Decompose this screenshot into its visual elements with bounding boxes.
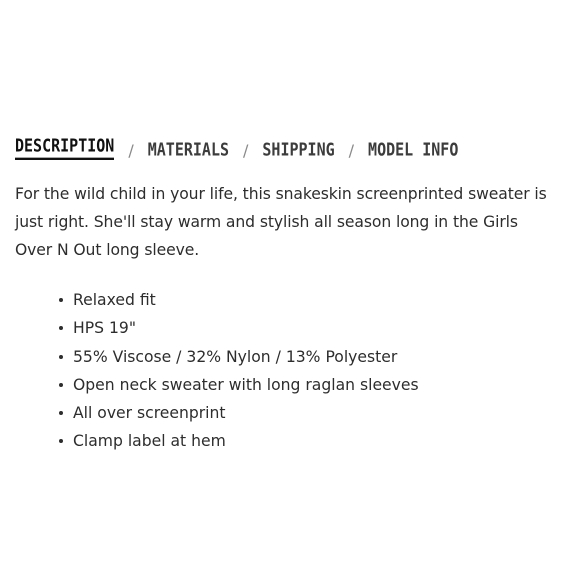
list-item	[59, 371, 566, 399]
bullet-icon	[59, 383, 63, 387]
product-description	[15, 180, 565, 264]
list-item	[59, 399, 566, 427]
tab-shipping[interactable]: SHIPPING	[262, 138, 335, 160]
bullet-icon	[59, 298, 63, 302]
tab-materials[interactable]: MATERIALS	[147, 138, 230, 160]
details-tabs	[15, 134, 566, 160]
list-item-text: HPS 19"	[73, 319, 136, 338]
feature-list	[15, 286, 566, 456]
tab-separator: /	[128, 141, 134, 160]
description-line: For the wild child in your life, this snakeskin screenprinted sweater is	[15, 185, 547, 203]
list-item	[59, 314, 566, 342]
bullet-icon	[59, 355, 63, 359]
tab-model-info[interactable]: MODEL INFO	[368, 138, 459, 160]
bullet-icon	[59, 439, 63, 443]
list-item-text: 55% Viscose / 32% Nylon / 13% Polyester	[73, 347, 398, 366]
description-line: just right. She'll stay warm and stylish all season long in the Girls	[15, 213, 518, 231]
bullet-icon	[59, 326, 63, 330]
list-item-text: Relaxed fit	[73, 291, 156, 309]
list-item	[59, 427, 566, 455]
list-item-text: Open neck sweater with long raglan sleeves	[73, 375, 419, 394]
bullet-icon	[59, 411, 63, 415]
tab-separator: /	[348, 141, 355, 160]
description-line: Over N Out long sleeve.	[15, 241, 200, 259]
tab-separator: /	[243, 141, 249, 160]
list-item-text: Clamp label at hem	[73, 432, 226, 451]
tab-description[interactable]: DESCRIPTION	[15, 135, 114, 160]
list-item	[59, 343, 566, 371]
list-item	[59, 286, 566, 314]
list-item-text: All over screenprint	[73, 404, 226, 423]
